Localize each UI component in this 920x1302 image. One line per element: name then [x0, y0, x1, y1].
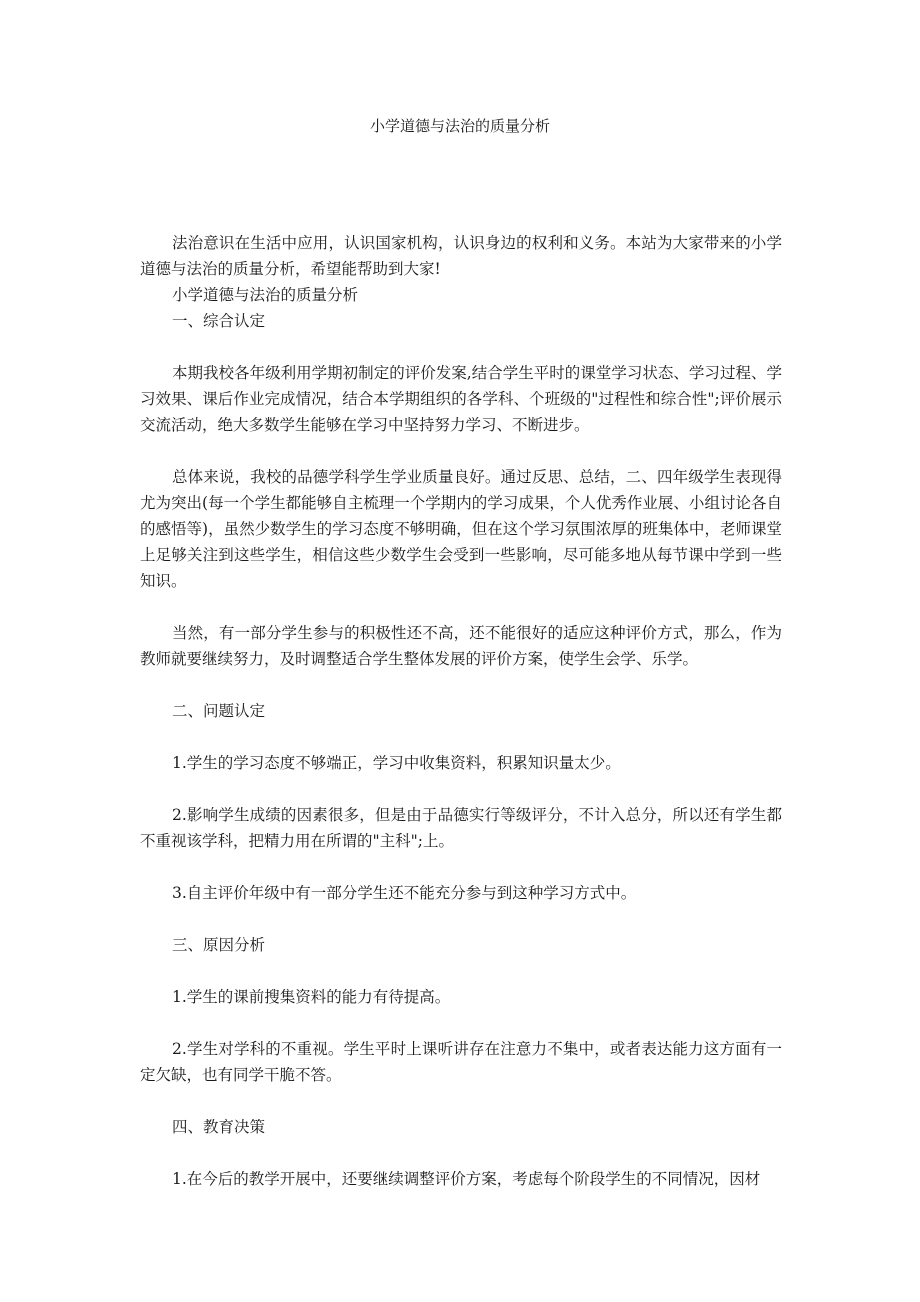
- list-item: 1.学生的学习态度不够端正，学习中收集资料，积累知识量太少。: [172, 754, 621, 772]
- list-item: 2.影响学生成绩的因素很多，但是由于品德实行等级评分，不计入总分，所以还有学生都不重视该学科，把精力用在所谓的"主科";上。: [140, 806, 782, 850]
- intro-paragraph: 法治意识在生活中应用，认识国家机构，认识身边的权利和义务。本站为大家带来的小学道德与法治的质量分析，希望能帮助到大家!: [140, 234, 782, 278]
- paragraph: 总体来说，我校的品德学科学生学业质量良好。通过反思、总结，二、四年级学生表现得尤为突出(每一个学生都能够自主梳理一个学期内的学习成果，个人优秀作业展、小组讨论各自的感悟等)，虽然少数学生的学习态度不够明确，但在这个学习氛围浓厚的班集体中，老师课堂上足够关注到这些学生，相信这些少数学生会受到一些影响，尽可能多地从每节课中学到一些知识。: [140, 468, 782, 590]
- section-heading-4: 四、教育决策: [172, 1118, 266, 1136]
- document-body: [140, 230, 782, 1192]
- list-item: 3.自主评价年级中有一部分学生还不能充分参与到这种学习方式中。: [172, 884, 637, 902]
- list-item: 2.学生对学科的不重视。学生平时上课听讲存在注意力不集中，或者表达能力这方面有一定欠缺，也有同学干脆不答。: [140, 1040, 782, 1084]
- list-item: 1.在今后的教学开展中，还要继续调整评价方案，考虑每个阶段学生的不同情况，因材: [172, 1170, 761, 1188]
- subtitle-line: 小学道德与法治的质量分析: [172, 286, 359, 304]
- section-heading-3: 三、原因分析: [172, 936, 266, 954]
- document-title: 小学道德与法治的质量分析: [369, 117, 550, 135]
- paragraph: 本期我校各年级利用学期初制定的评价发案,结合学生平时的课堂学习状态、学习过程、学习效果、课后作业完成情况，结合本学期组织的各学科、个班级的"过程性和综合性";评价展示交流活动，绝大多数学生能够在学习中坚持努力学习、不断进步。: [140, 364, 782, 434]
- list-item: 1.学生的课前搜集资料的能力有待提高。: [172, 988, 451, 1006]
- section-heading-2: 二、问题认定: [172, 702, 266, 720]
- section-heading-1: 一、综合认定: [172, 312, 266, 330]
- paragraph: 当然，有一部分学生参与的积极性还不高，还不能很好的适应这种评价方式，那么，作为教师就要继续努力，及时调整适合学生整体发展的评价方案，使学生会学、乐学。: [140, 624, 782, 668]
